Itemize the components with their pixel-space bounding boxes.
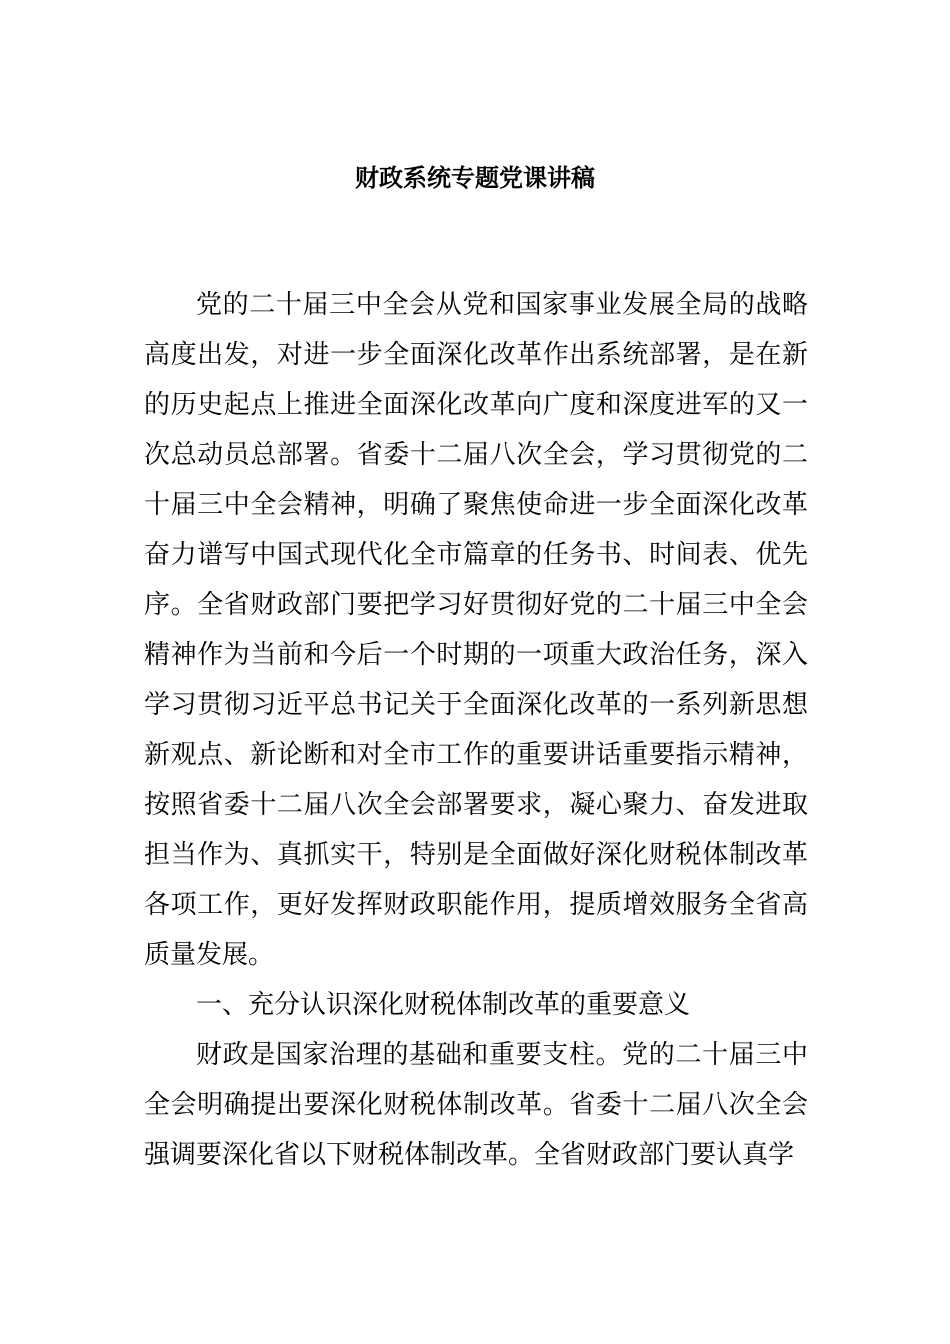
document-title: 财政系统专题党课讲稿	[355, 163, 595, 192]
section-paragraph: 财政是国家治理的基础和重要支柱。党的二十届三中全会明确提出要深化财税体制改革。省委十二届八次全会强调要深化省以下财税体制改革。全省财政部门要认真学	[144, 1040, 808, 1170]
document-body	[144, 280, 808, 1180]
intro-paragraph: 党的二十届三中全会从党和国家事业发展全局的战略高度出发，对进一步全面深化改革作出系统部署，是在新的历史起点上推进全面深化改革向广度和深度进军的又一次总动员总部署。省委十二届八次全会，学习贯彻党的二十届三中全会精神，明确了聚焦使命进一步全面深化改革奋力谱写中国式现代化全市篇章的任务书、时间表、优先序。全省财政部门要把学习好贯彻好党的二十届三中全会精神作为当前和今后一个时期的一项重大政治任务，深入学习贯彻习近平总书记关于全面深化改革的一系列新思想新观点、新论断和对全市工作的重要讲话重要指示精神，按照省委十二届八次全会部署要求，凝心聚力、奋发进取担当作为、真抓实干，特别是全面做好深化财税体制改革各项工作，更好发挥财政职能作用，提质增效服务全省高质量发展。	[144, 290, 808, 970]
section-heading: 一、充分认识深化财税体制改革的重要意义	[196, 990, 691, 1020]
